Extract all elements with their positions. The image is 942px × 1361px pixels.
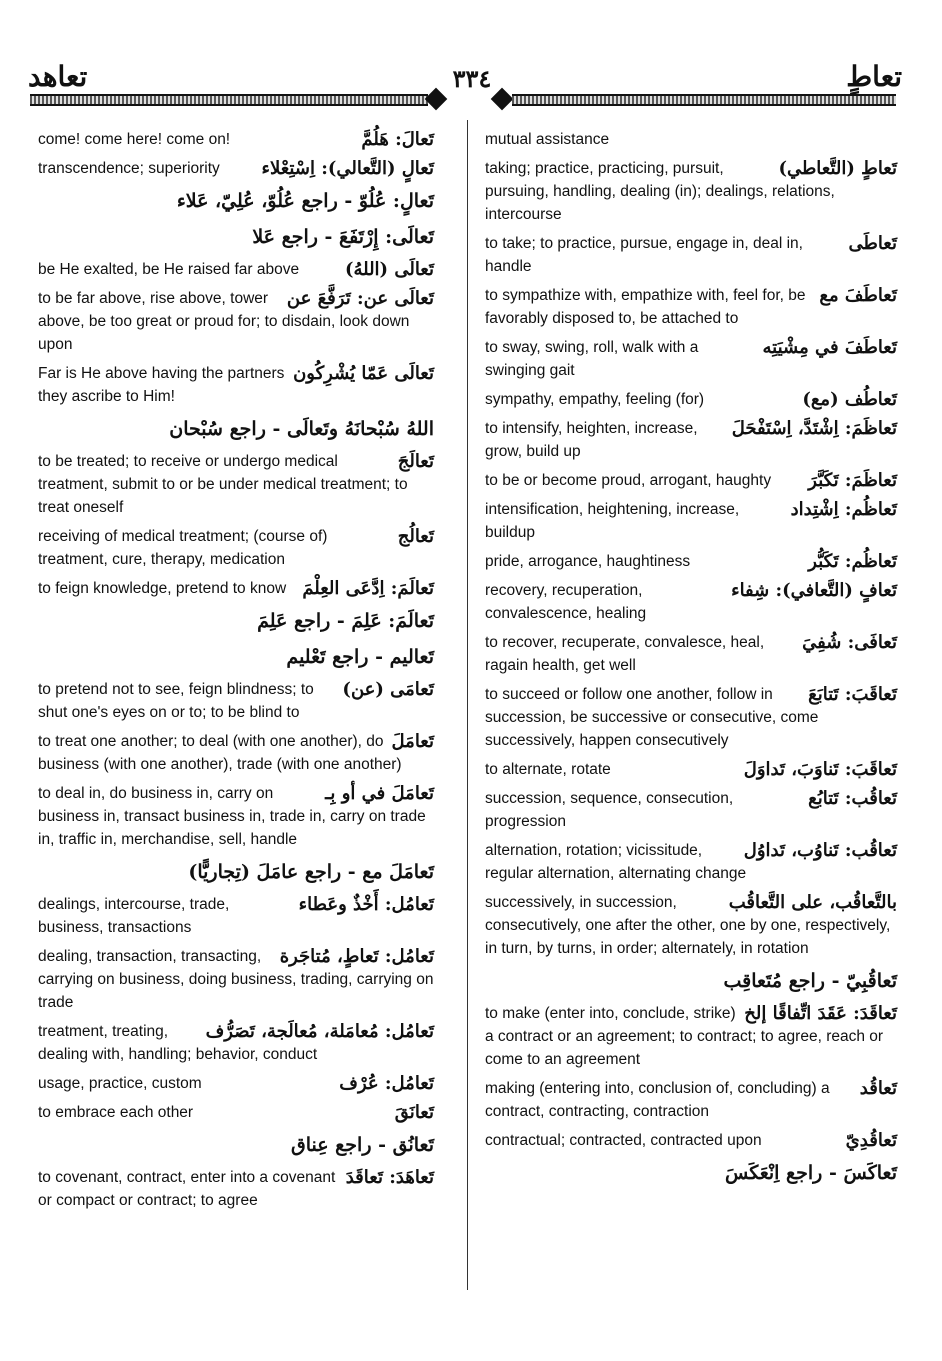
headword: تَعاطُف (مع) <box>802 389 897 410</box>
running-head-left: تعاهد <box>28 60 88 93</box>
definition: to intensify, heighten, increase, grow, build up <box>485 420 698 460</box>
headword: تَعالَى (اللهُ) <box>344 259 434 280</box>
headword: تَعامُل: عُرْف <box>339 1073 434 1094</box>
definition: taking; practice, practicing, pursuit, pursuing, handling, dealing (in); dealings, relations, intercourse <box>485 160 835 223</box>
definition: to succeed or follow one another, follow in succession, be successive or consecutive, come successively, happen consecutively <box>485 686 819 749</box>
dictionary-entry <box>38 157 434 180</box>
definition: to embrace each other <box>38 1104 194 1121</box>
definition: to recover, recuperate, convalesce, heal, ragain health, get well <box>485 634 765 674</box>
headword: تَعاهَدَ: تَعاقَدَ <box>345 1167 434 1188</box>
definition: usage, practice, custom <box>38 1075 202 1092</box>
running-head-right: تعاطٍ <box>846 60 902 93</box>
definition: receiving of medical treatment; (course of) treatment, cure, therapy, medication <box>38 528 328 568</box>
definition: recovery, recuperation, convalescence, healing <box>485 582 647 622</box>
header-rule-right <box>512 94 896 106</box>
dictionary-entry <box>38 1101 434 1124</box>
dictionary-entry <box>485 232 897 278</box>
headword: تَعامُل: تَعاطٍ، مُتاجَرة <box>279 946 434 967</box>
dictionary-entry <box>485 787 897 833</box>
cross-reference-entry: تَعاليم - راجع تَعْليم <box>286 646 434 668</box>
definition: to feign knowledge, pretend to know <box>38 580 287 597</box>
definition: mutual assistance <box>485 131 610 148</box>
headword: تَعاقَدَ: عَقَدَ اتِّفاقًا إلخ <box>744 1003 897 1024</box>
headword: تَعاقُب: تَناوُب، تَداوُل <box>743 840 897 861</box>
definition: succession, sequence, consecution, progression <box>485 790 734 830</box>
dictionary-entry <box>38 362 434 408</box>
headword: تَعاطٍ (التَّعاطي) <box>778 158 897 179</box>
headword: تَعالَى عَمّا يُشْرِكُون <box>293 363 434 384</box>
dictionary-entry <box>485 1129 897 1152</box>
headword: تَعاظَمَ: اِشْتَدَّ، اِسْتَفْحَلَ <box>731 418 897 439</box>
definition: come! come here! come on! <box>38 131 231 148</box>
cross-reference-entry: اللهُ سُبْحانَهُ وتَعالَى - راجع سُبْحان <box>169 418 434 440</box>
headword: تَعاقُدِيّ <box>845 1130 897 1151</box>
dictionary-entry <box>485 891 897 960</box>
headword: تَعالَى عن: تَرَفَّعَ عن <box>286 288 434 309</box>
cross-reference-entry: تَعالَمَ: عَلِمَ - راجع عَلِمَ <box>257 610 434 632</box>
dictionary-entry <box>38 730 434 776</box>
dictionary-entry <box>485 284 897 330</box>
dictionary-entry <box>38 945 434 1014</box>
definition: alternation, rotation; vicissitude, regular alternation, alternating change <box>485 842 747 882</box>
definition: to alternate, rotate <box>485 761 611 778</box>
dictionary-entry <box>485 128 897 151</box>
definition: dealings, intercourse, trade, business, transactions <box>38 896 230 936</box>
headword: تَعامَلَ <box>391 731 434 752</box>
headword: تَعاقُد <box>859 1078 897 1099</box>
definition: successively, in succession, consecutively, one after the other, one by one, respectively, in turn, by turns, in order; alternately, in rotation <box>485 894 891 957</box>
definition: to pretend not to see, feign blindness; to shut one's eyes on or to; to be blind to <box>38 681 314 721</box>
definition: dealing, transaction, transacting, carrying on business, doing business, trading, carrying on trade <box>38 948 434 1011</box>
dictionary-entry <box>485 579 897 625</box>
headword: تَعامَى (عن) <box>342 679 434 700</box>
definition: transcendence; superiority <box>38 160 220 177</box>
dictionary-entry <box>38 893 434 939</box>
definition: treatment, treating, dealing with, handling; behavior, conduct <box>38 1023 318 1063</box>
headword: تَعامَلَ في أو بِـ <box>325 783 434 804</box>
headword: تَعاظُم: اِشْتِداد <box>790 499 897 520</box>
dictionary-entry <box>38 128 434 151</box>
dictionary-entry <box>38 782 434 851</box>
headword: تَعافٍ (التَّعافي): شِفاء <box>731 580 897 601</box>
dictionary-entry <box>38 525 434 571</box>
cross-reference-entry: تَعالٍ: عُلُوّ - راجع عُلُوّ، عُلِيّ، عَلاء <box>176 190 434 212</box>
headword: تَعاطَى <box>848 233 897 254</box>
dictionary-entry <box>485 631 897 677</box>
dictionary-entry <box>38 450 434 519</box>
headword: تَعالَ: هَلُمَّ <box>361 129 434 150</box>
headword: تَعالَجَ <box>397 451 434 472</box>
definition: to treat one another; to deal (with one another), do business (with one another), trade (with one another) <box>38 733 402 773</box>
headword: تَعاقَبَ: تَتابَعَ <box>808 684 897 705</box>
headword: تَعاطَفَ في مِشْيَتِه <box>762 337 897 358</box>
dictionary-entry <box>485 469 897 492</box>
page-number: ٣٣٤ <box>452 64 492 93</box>
header-rule-left <box>30 94 428 106</box>
headword: تَعانَقَ <box>394 1102 434 1123</box>
definition: to sway, swing, roll, walk with a swinging gait <box>485 339 699 379</box>
headword: بالتَّعاقُب، على التَّعاقُب <box>728 892 897 913</box>
dictionary-entry <box>485 1002 897 1071</box>
dictionary-entry <box>38 1166 434 1212</box>
dictionary-entry <box>485 157 897 226</box>
headword: تَعاظُم: تَكَبُّر <box>808 551 897 572</box>
definition: to be or become proud, arrogant, haughty <box>485 472 772 489</box>
dictionary-entry <box>485 336 897 382</box>
right-column <box>485 128 897 1194</box>
column-divider <box>467 120 468 1290</box>
cross-reference-entry: تَعاقُبِيّ - راجع مُتَعاقِب <box>723 970 897 992</box>
definition: to be treated; to receive or undergo medical treatment, submit to or be under medical treatment; to treat oneself <box>38 453 408 516</box>
dictionary-entry <box>38 1020 434 1066</box>
cross-reference-entry: تَعالَى: إِرْتَفَعَ - راجع عَلا <box>252 226 434 248</box>
headword: تَعاقُب: تَتابُع <box>808 788 897 809</box>
headword: تَعافَى: شُفِيَ <box>802 632 897 653</box>
definition: to sympathize with, empathize with, feel for, be favorably disposed to, be attached to <box>485 287 806 327</box>
left-column <box>38 128 434 1218</box>
headword: تَعالَمَ: اِدَّعَى العِلْمَ <box>302 578 434 599</box>
dictionary-entry <box>485 550 897 573</box>
definition: to be far above, rise above, tower above, be too great or proud for; to disdain, look down upon <box>38 290 410 353</box>
definition: sympathy, empathy, feeling (for) <box>485 391 705 408</box>
dictionary-entry <box>485 683 897 752</box>
definition: to deal in, do business in, carry on business in, transact business in, trade in, carry on trade in, traffic in, merchandise, sell, handle <box>38 785 426 848</box>
dictionary-entry <box>485 417 897 463</box>
dictionary-entry <box>485 758 897 781</box>
dictionary-entry <box>38 1072 434 1095</box>
definition: to take; to practice, pursue, engage in, deal in, handle <box>485 235 803 275</box>
definition: intensification, heightening, increase, buildup <box>485 501 740 541</box>
headword: تَعاقَبَ: تَناوَبَ، تَداوَلَ <box>743 759 897 780</box>
cross-reference-entry: تَعاكَسَ - راجع اِنْعَكَسَ <box>724 1162 897 1184</box>
dictionary-entry <box>38 577 434 600</box>
definition: be He exalted, be He raised far above <box>38 261 300 278</box>
definition: making (entering into, conclusion of, concluding) a contract, contracting, contraction <box>485 1080 830 1120</box>
headword: تَعالٍ (التَّعالي): اِسْتِعْلاء <box>261 158 434 179</box>
headword: تَعالُج <box>397 526 434 547</box>
headword: تَعامُل: مُعامَلة، مُعالَجة، تَصَرُّف <box>205 1021 434 1042</box>
cross-reference-entry: تَعانُق - راجع عِناق <box>290 1134 434 1156</box>
definition: to make (enter into, conclude, strike) a contract or an agreement; to contract; to agree, reach or come to an agreement <box>485 1005 884 1068</box>
dictionary-entry <box>38 258 434 281</box>
dictionary-entry <box>485 1077 897 1123</box>
definition: contractual; contracted, contracted upon <box>485 1132 762 1149</box>
definition: pride, arrogance, haughtiness <box>485 553 691 570</box>
dictionary-entry <box>485 388 897 411</box>
definition: to covenant, contract, enter into a covenant or compact or contract; to agree <box>38 1169 336 1209</box>
cross-reference-entry: تَعامَلَ مع - راجع عامَلَ (تِجاريًّا) <box>188 861 434 883</box>
dictionary-entry <box>485 498 897 544</box>
dictionary-entry <box>38 678 434 724</box>
headword: تَعاطَفَ مع <box>819 285 897 306</box>
dictionary-entry <box>485 839 897 885</box>
headword: تَعاظَمَ: تَكَبَّرَ <box>808 470 897 491</box>
headword: تَعامُل: أَخْذٌ وعَطاء <box>298 894 434 915</box>
definition: Far is He above having the partners they ascribe to Him! <box>38 365 285 405</box>
dictionary-entry <box>38 287 434 356</box>
